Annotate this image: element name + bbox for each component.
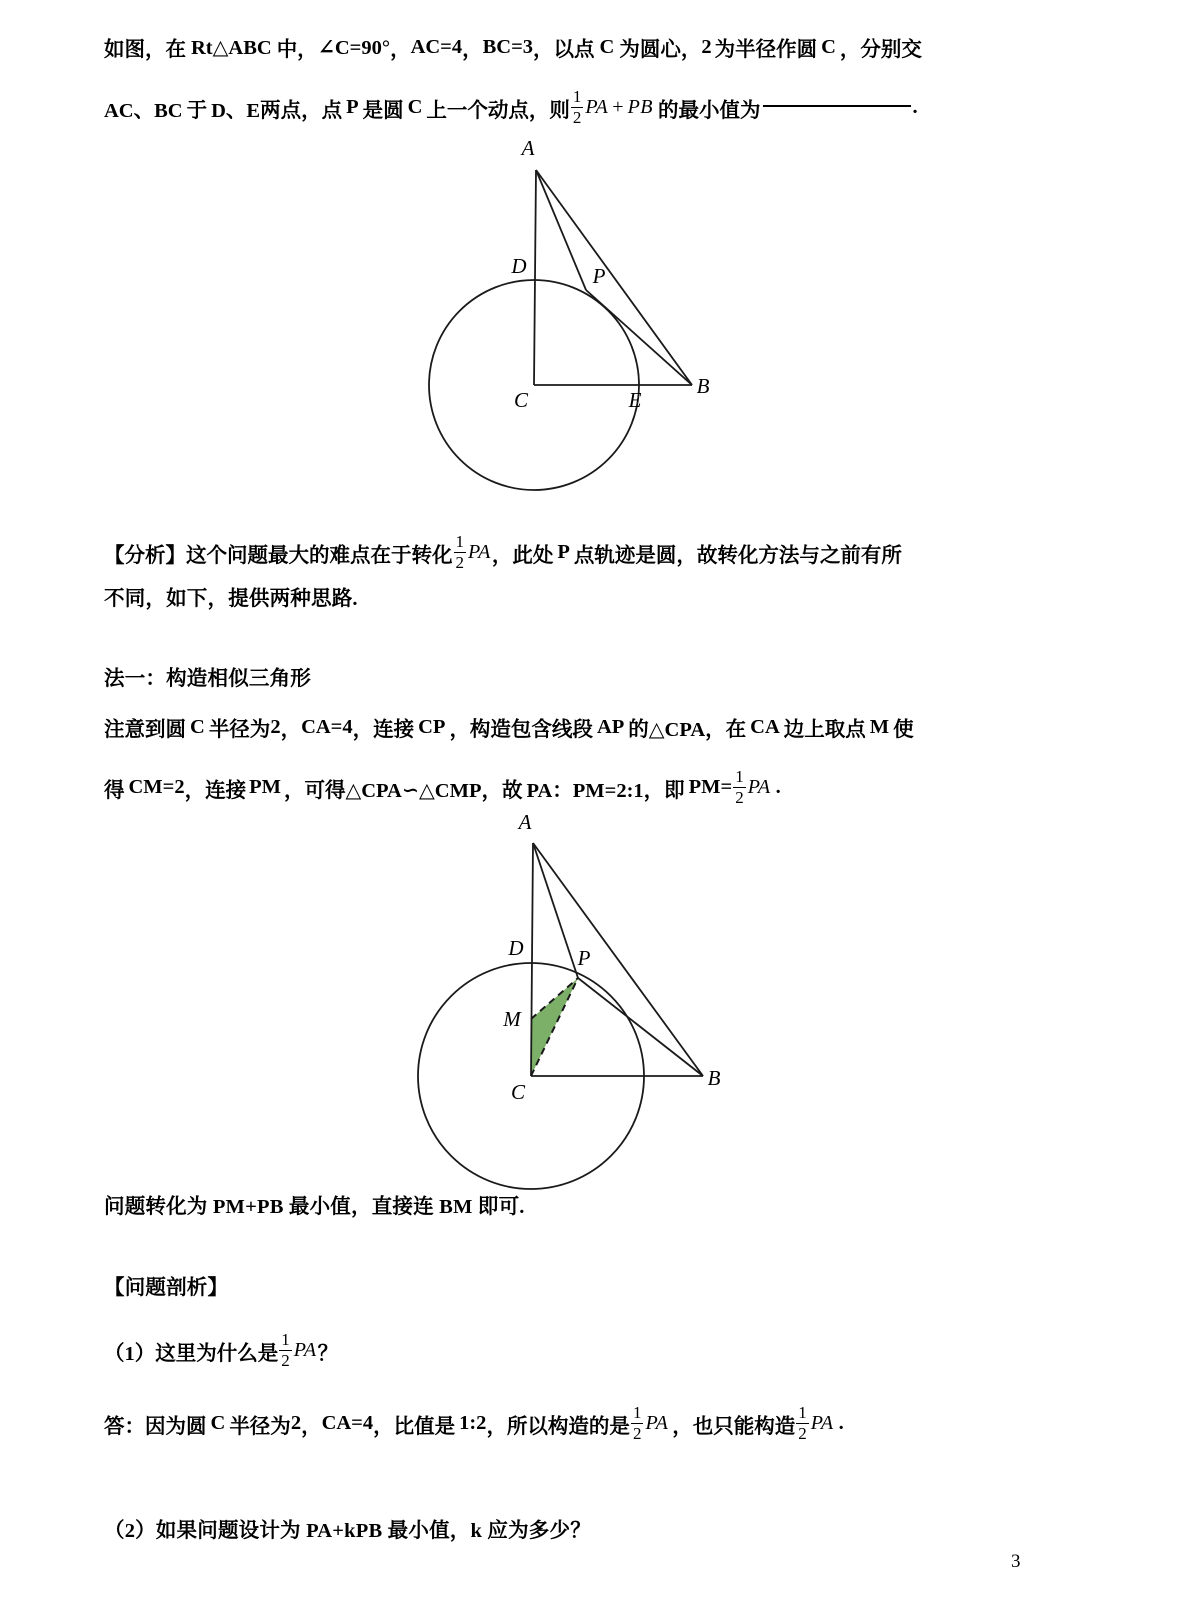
problem-text-1e: ， <box>390 39 411 61</box>
problem-text-1m: 为半径作圆 <box>714 39 818 61</box>
fraction-numerator: 1 <box>455 532 464 551</box>
method-one-text-1l: CA <box>750 715 780 738</box>
fraction-denominator: 2 <box>632 1424 642 1444</box>
problem-text-1c: 中， <box>276 39 318 61</box>
figure-1-label-p: P <box>592 264 606 288</box>
fraction-denominator: 2 <box>735 788 744 808</box>
breakdown-a1-text-g: ，比值是 <box>373 1415 456 1438</box>
math-var-pa-analysis: PA <box>468 541 491 564</box>
problem-text-2d: 两点，点 <box>260 99 343 122</box>
problem-text-1i: ，以点 <box>533 39 595 61</box>
figure-2-container <box>390 805 750 1190</box>
problem-text-1k: 为圆心， <box>619 39 702 61</box>
method-one-text-1g: ，连接 <box>352 719 415 741</box>
fraction-denominator: 2 <box>798 1424 807 1444</box>
figure-1-svg <box>390 130 740 515</box>
math-plus-sign: + <box>612 96 624 119</box>
problem-text-2g: C <box>407 96 423 119</box>
figure-2-label-p: P <box>577 946 591 970</box>
problem-text-2b: 于 <box>186 99 208 122</box>
analysis-line-1 <box>104 533 902 572</box>
problem-text-1a: 如图，在 <box>104 39 186 61</box>
answer-blank[interactable] <box>763 104 911 107</box>
problem-text-2e: P <box>346 96 359 119</box>
breakdown-tag: 【问题剖析】 <box>104 1277 229 1299</box>
page-number: 3 <box>1011 1551 1021 1572</box>
method-one-text-1j: AP <box>596 715 625 738</box>
problem-text-2h: 上一个动点，则 <box>426 99 570 122</box>
fraction-numerator: 1 <box>281 1330 290 1349</box>
breakdown-question-1 <box>104 1331 338 1370</box>
problem-text-1j: C <box>599 35 615 58</box>
segment-ab <box>533 843 703 1076</box>
method-one-text-1b: C <box>190 715 205 738</box>
method-one-text-2e: ，可得△CPA∽△CMP，故 <box>283 779 523 802</box>
method-one-text-1i: ，构造包含线段 <box>449 719 593 741</box>
method-one-heading: 法一：构造相似三角形 <box>104 668 311 690</box>
problem-text-1l: 2 <box>701 35 712 58</box>
problem-text-1n: C <box>821 35 836 58</box>
method-one-text-2g: ，即 <box>643 779 685 802</box>
breakdown-a1-text-h: 1:2 <box>459 1412 487 1435</box>
method-one-text-1e: ， <box>280 719 302 741</box>
fraction-one-half-method <box>733 768 746 807</box>
breakdown-a1-text-i: ，所以构造的是 <box>486 1415 630 1438</box>
problem-text-2i: 的最小值为 <box>658 99 761 122</box>
math-var-pb: PB <box>627 96 653 119</box>
fraction-denominator: 2 <box>455 553 464 573</box>
conclusion-text: 问题转化为 PM+PB 最小值，直接连 BM 即可. <box>104 1196 525 1218</box>
problem-text-1f: AC=4 <box>410 35 463 58</box>
segment-ac <box>534 170 536 385</box>
analysis-text-1a: 这个问题最大的难点在于转化 <box>186 544 453 567</box>
method-one-text-2d: PM <box>249 776 281 799</box>
math-var-pa-a1-second: PA <box>810 1412 834 1435</box>
math-var-pa: PA <box>585 96 609 119</box>
fraction-numerator: 1 <box>735 767 744 786</box>
problem-text-2j: . <box>912 96 918 119</box>
method-one-text-1n: M <box>869 715 890 738</box>
math-var-pa-method: PA <box>747 776 771 799</box>
figure-1-container <box>390 130 740 515</box>
figure-1-label-b: B <box>696 374 710 398</box>
problem-text-1d: ∠C=90° <box>317 36 391 59</box>
segment-pb <box>586 290 692 385</box>
method-one-text-2f: PA：PM=2:1 <box>526 779 644 802</box>
analysis-text-1d: 点轨迹是圆，故转化方法与之前有所 <box>573 544 902 567</box>
math-var-pa-q1: PA <box>293 1339 317 1362</box>
problem-text-2f: 是圆 <box>362 99 404 122</box>
breakdown-a1-text-a: 答：因为圆 <box>104 1415 207 1438</box>
analysis-tag: 【分析】 <box>104 544 186 567</box>
method-one-text-2b: CM=2 <box>128 776 185 799</box>
fraction-denominator: 2 <box>572 108 582 128</box>
problem-text-2c: D、E <box>211 99 261 122</box>
breakdown-a1-text-c: 半径为 <box>229 1415 291 1438</box>
method-one-text-1d: 2 <box>270 715 281 738</box>
fraction-denominator: 2 <box>281 1351 290 1371</box>
problem-text-1g: ， <box>462 39 483 61</box>
analysis-line-2: 不同，如下，提供两种思路. <box>104 588 358 610</box>
method-one-text-1h: CP <box>418 715 446 738</box>
method-one-text-1m: 边上取点 <box>783 719 866 741</box>
fraction-one-half-analysis <box>454 533 467 572</box>
fraction-one-half-a1-second <box>796 1404 809 1443</box>
figure-1-label-c: C <box>513 388 529 412</box>
method-one-text-2a: 得 <box>104 779 125 802</box>
method-one-text-2h: PM= <box>688 776 733 799</box>
analysis-text-1b: ，此处 <box>491 544 554 567</box>
method-one-text-1o: 使 <box>893 719 914 741</box>
fraction-one-half-q1 <box>279 1331 292 1370</box>
fraction-one-half <box>571 88 584 127</box>
analysis-text-1c: P <box>557 541 570 564</box>
figure-1-label-d: D <box>511 254 527 278</box>
problem-text-1b: Rt△ABC <box>191 36 272 59</box>
method-one-text-2c: ，连接 <box>184 779 247 802</box>
figure-2-label-c: C <box>510 1080 526 1104</box>
fraction-numerator: 1 <box>632 1403 642 1422</box>
figure-2-label-b: B <box>707 1066 721 1090</box>
breakdown-a1-text-b: C <box>210 1412 226 1435</box>
figure-2-label-a: A <box>518 810 532 834</box>
problem-text-1h: BC=3 <box>482 35 534 58</box>
fraction-numerator: 1 <box>798 1403 807 1422</box>
method-one-text-2i: . <box>775 776 781 799</box>
fraction-numerator: 1 <box>572 87 582 106</box>
figure-1-label-a: A <box>521 136 535 160</box>
breakdown-a1-text-d: 2 <box>290 1412 302 1435</box>
fraction-one-half-a1-first <box>631 1404 644 1443</box>
segment-ap <box>533 843 578 978</box>
method-one-paragraph-1 <box>104 712 914 742</box>
breakdown-question-2: （2）如果问题设计为 PA+kPB 最小值，k 应为多少？ <box>104 1520 591 1542</box>
figure-2-label-m: M <box>503 1007 521 1031</box>
segment-pb <box>578 978 703 1076</box>
method-one-text-1c: 半径为 <box>208 719 271 741</box>
figure-2-svg <box>390 805 750 1190</box>
problem-text-2a: AC、BC <box>104 99 183 122</box>
figure-1-label-e: E <box>628 388 642 412</box>
breakdown-q1-text-a: （1）这里为什么是 <box>104 1342 279 1365</box>
problem-statement-line-1 <box>104 32 922 62</box>
breakdown-a1-text-j: ，也只能构造 <box>672 1415 796 1438</box>
method-one-text-1f: CA=4 <box>301 715 353 738</box>
breakdown-a1-text-e: ， <box>301 1415 322 1438</box>
breakdown-a1-text-k: . <box>838 1412 844 1435</box>
method-one-text-1a: 注意到圆 <box>104 719 186 741</box>
problem-text-1o: ，分别交 <box>839 39 922 61</box>
problem-statement-line-2 <box>104 88 918 127</box>
breakdown-q1-text-b: ？ <box>317 1342 339 1365</box>
figure-2-label-d: D <box>508 936 524 960</box>
breakdown-a1-text-f: CA=4 <box>321 1412 374 1435</box>
method-one-text-1k: 的△CPA，在 <box>628 719 747 741</box>
breakdown-answer-1 <box>104 1404 844 1443</box>
segment-ab <box>536 170 692 385</box>
math-var-pa-a1-first: PA <box>645 1412 669 1435</box>
method-one-paragraph-2 <box>104 768 781 807</box>
